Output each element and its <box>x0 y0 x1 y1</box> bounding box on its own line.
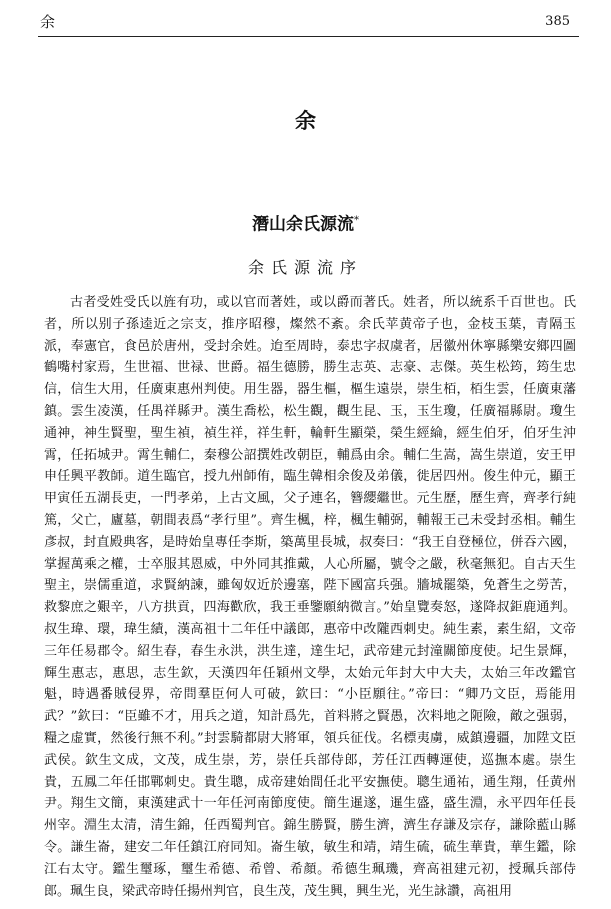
running-head: 余 <box>40 13 56 31</box>
surname-title: 余 <box>295 108 316 133</box>
section-heading: 余氏源流序 <box>247 258 363 277</box>
article-title-text: 潛山余氏源流 <box>252 214 354 235</box>
footnote-marker: * <box>354 215 359 226</box>
header-rule <box>38 36 579 37</box>
article-title <box>0 210 611 236</box>
page-number: 385 <box>545 14 570 29</box>
body-paragraph: 古者受姓受氏以旌有功，或以官而著姓，或以爵而著氏。姓者，所以統系千百世也。氏者，所以别子孫逵近之宗支，推序昭穆，燦然不紊。余氏苹黄帝子也，金枝玉葉，青隔玉派，奉憲官，食邑於唐州，受封余姓。迨至周時，泰忠字叔虞者，居徽州休寧縣樂安鄉四圖鶴嘴村家焉，生世福、世禄、世爵。福生德勝，勝生志英、志豪、志傑。英生松筠，筠生忠信，信生大用，任廣東惠州判使。用生器，器生樞，樞生遠崇，崇生栢，栢生雲，任廣東藩鎮。雲生凌漢，任禺祥縣尹。漢生喬松，松生觀，觀生昆、玉，玉生瓊，任廣福縣尉。瓊生通神，神生賢聖，聖生禎，禎生祥，祥生軒，輪軒生顯榮，榮生經綸，經生伯牙，伯牙生沖霄，任拓城尹。霄生輔仁，秦穆公詔撰姓改朝臣，輔爲由余。輔仁生嵩，嵩生崇道，安王甲申任興平教師。道生臨官，授九州師侑，臨生韓相余俊及弟儀，徙居四州。俊生仲元，顯王甲寅任五湖長吏，一門孝弟，上古文風，父子連名，簪纓繼世。元生歷，歷生齊，齊孝行純篤，父亡，廬墓，朝間表爲“孝行里”。齊生楓，梓，楓生輔弼，輔報王己未受封丞相。輔生彥叔，封直殿典客，是時始皇專任李斯，築萬里長城，叔奏曰：“我王自登極位，併吞六國，掌握萬乘之權，士卒服其恩威，中外同其推戴，人心所屬，號令之嚴，秋毫無犯。自古天生聖主，崇儒重道，求賢納諫，雖匈奴近於邊塞，陛下國富兵强。牆城罷築，免蒼生之勞苦，救黎庶之艱辛，八方拱貢，四海歡欣，我王垂鑒願納微言。”始皇覽奏怒，遂降叔鉅鹿通判。叔生瑋、環，瑋生績，漢高祖十二年任中議郎，惠帝中改隴西刺史。純生素，素生紹，文帝三年任易郡令。紹生春，春生永洪，洪生達，達生圮，武帝建元封潼關節度使。圮生景輝，輝生惠志，惠思，志生欽，天漢四年任穎州文學，太始元年封大中大夫，太始三年改鑑官魁，時遇番賊侵界，帝問羣臣何人可破，欽曰：“小臣願往。”帝曰：“卿乃文臣，焉能用武？”欽曰：“臣雖不才，用兵之道，知計爲先，首料將之賢愚，次料地之阨險，敵之强弱，糧之虚實，然後行無不利。”封雲騎都尉大將軍，領兵征伐。名標夷虜，威鎮邊疆，加陞文臣武侯。欽生文成，文茂，成生崇，芳，崇任兵部侍郎，芳任江西轉運使，巡撫本處。崇生貴，五鳳二年任邯鄲刺史。貴生聰，成帝建始間任北平安撫使。聰生通祐，通生翔，任黄州尹。翔生文簡，東漢建武十一年任河南節度使。簡生暹遂，暹生盛，盛生淵，永平四年任長州宰。淵生太清，清生錦，任西蜀判官。錦生勝賢，勝生濟，濟生存謙及宗存，謙除藍山縣令。謙生崙，建安二年任鎮江府同知。崙生敏，敏生和靖，靖生硫，硫生華貴，華生鑑，除江右太守。鑑生璽琢，璽生希德、希曾、希顏。希德生珮璣，齊高祖建元初，授珮兵部侍郎。珮生良，梁武帝時任揚州判官，良生茂，茂生興，興生光，光生詠讚，高祖用 <box>44 295 576 899</box>
